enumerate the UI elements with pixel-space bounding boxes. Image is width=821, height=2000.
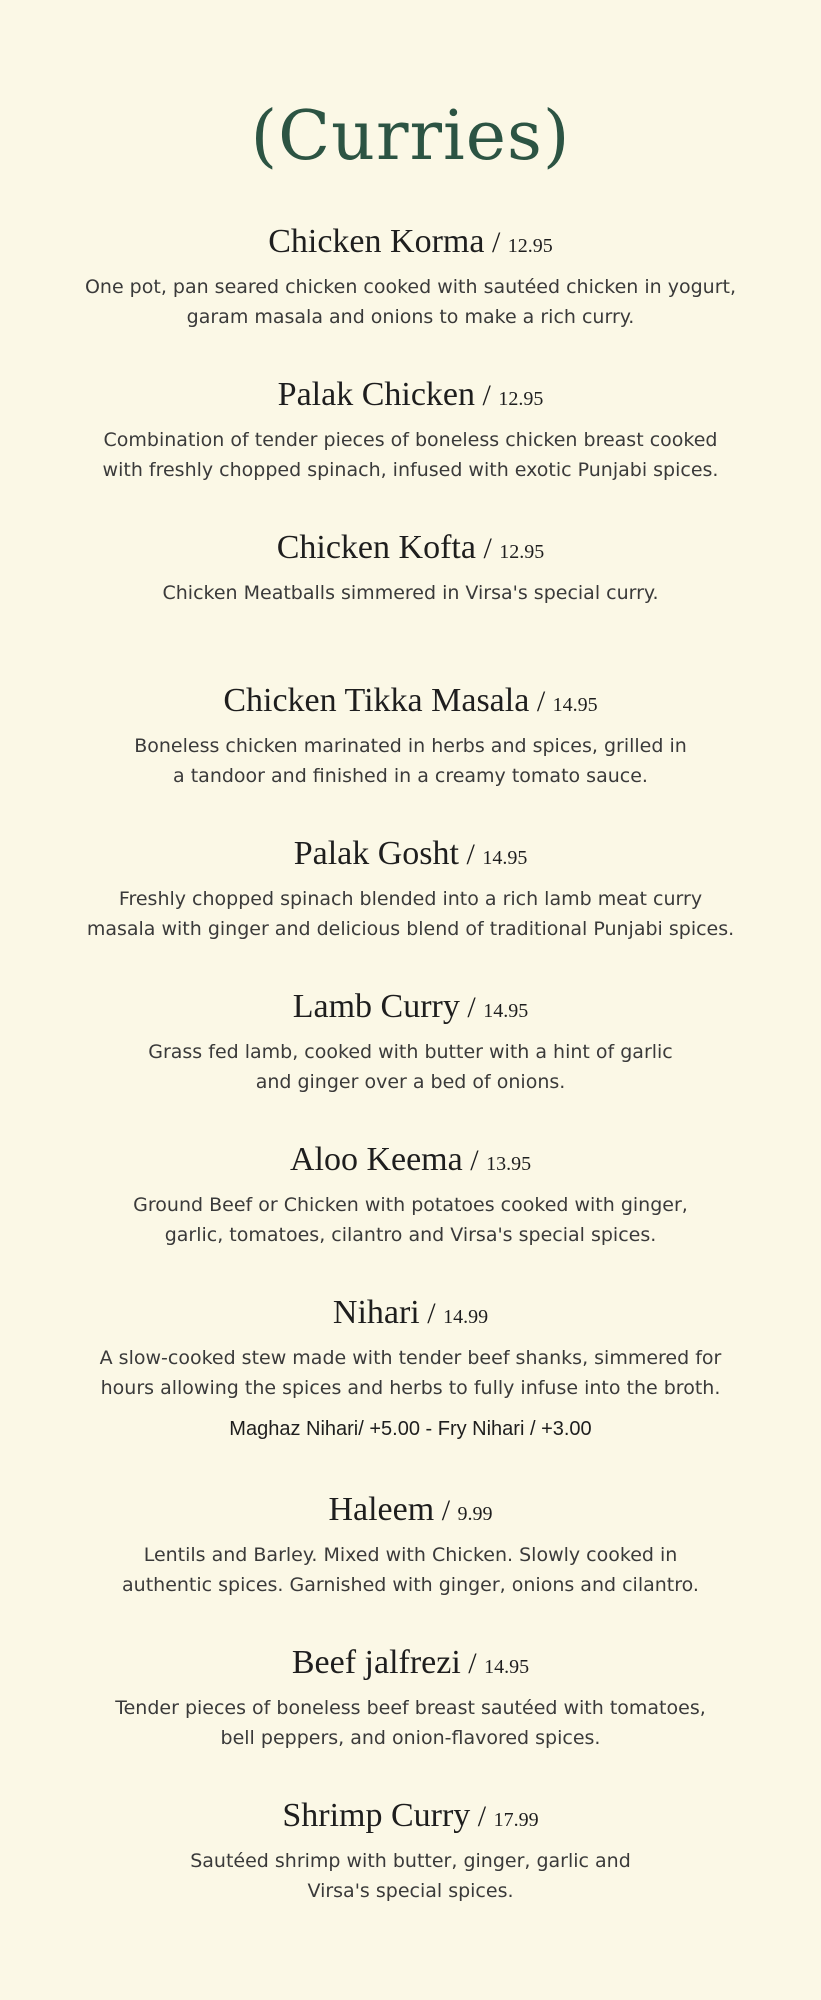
item-description-line: Freshly chopped spinach blended into a rich lamb meat curry [118,888,703,910]
menu-item-shrimp-curry [60,1794,761,1906]
menu-item-nihari [60,1291,761,1443]
item-price: 14.95 [484,1656,530,1678]
item-description-line: Lentils and Barley. Mixed with Chicken. Slowly cooked in [143,1544,678,1566]
item-separator: / [475,379,499,412]
item-description [60,425,761,485]
item-description-line: Sautéed shrimp with butter, ginger, garlic and [190,1850,631,1872]
item-separator: / [419,1297,444,1330]
item-price: 9.99 [457,1503,493,1525]
item-price: 12.95 [507,235,553,257]
item-separator: / [484,226,508,259]
item-description-line: Grass fed lamb, cooked with butter with a hint of garlic [148,1041,673,1063]
item-description [60,1693,761,1753]
item-heading [60,373,761,417]
item-price: 12.95 [498,388,544,410]
menu-item-palak-gosht [60,832,761,944]
item-addon-options: Maghaz Nihari/ +5.00 - Fry Nihari / +3.00 [229,1418,592,1440]
item-description-line: Tender pieces of boneless beef breast sautéed with tomatoes, [115,1697,706,1719]
item-heading [60,1291,761,1335]
item-name: Lamb Curry [292,988,460,1025]
item-description [60,1037,761,1097]
menu-item-chicken-tikka-masala [60,679,761,791]
item-separator: / [434,1494,458,1527]
item-price: 12.95 [499,541,545,563]
item-name: Beef jalfrezi [291,1644,461,1681]
menu-item-chicken-korma [60,220,761,332]
item-name: Haleem [328,1491,435,1528]
item-price: 14.95 [552,694,598,716]
item-name: Aloo Keema [289,1141,463,1178]
item-heading [60,1794,761,1838]
item-separator: / [459,991,484,1024]
item-price: 14.99 [443,1306,489,1328]
item-description-line: bell peppers, and onion-flavored spices. [220,1727,601,1749]
item-heading [60,832,761,876]
item-description-line: garlic, tomatoes, cilantro and Virsa's special spices. [164,1224,657,1246]
item-description [60,731,761,791]
item-heading [60,526,761,570]
item-name: Chicken Korma [268,223,485,260]
item-separator: / [470,1800,494,1833]
item-heading [60,679,761,723]
item-heading [60,1641,761,1685]
menu-item-chicken-kofta [60,526,761,608]
menu-item-palak-chicken [60,373,761,485]
item-description-line: masala with ginger and delicious blend of traditional Punjabi spices. [86,918,735,940]
item-description [60,1343,761,1403]
menu-item-aloo-keema [60,1138,761,1250]
item-separator: / [475,532,500,565]
item-name: Palak Chicken [277,376,475,413]
item-heading [60,985,761,1029]
item-description-line: A slow-cooked stew made with tender beef shanks, simmered for [99,1347,722,1369]
item-heading [60,1138,761,1182]
item-name: Chicken Kofta [276,529,476,566]
item-description [60,578,761,608]
item-separator: / [462,1144,487,1177]
item-price: 14.95 [482,847,528,869]
menu-item-haleem [60,1488,761,1600]
menu-item-lamb-curry [60,985,761,1097]
item-description-line: garam masala and onions to make a rich curry. [186,306,635,328]
item-description-line: a tandoor and finished in a creamy tomato sauce. [173,765,648,787]
item-separator: / [458,838,483,871]
item-name: Palak Gosht [293,835,459,872]
item-name: Shrimp Curry [282,1797,471,1834]
item-description-line: Ground Beef or Chicken with potatoes cooked with ginger, [133,1194,688,1216]
item-description-line: Boneless chicken marinated in herbs and spices, grilled in [134,735,687,757]
section-title: (Curries) [250,97,571,176]
item-description [60,272,761,332]
item-description [60,884,761,944]
item-description-line: hours allowing the spices and herbs to fully infuse into the broth. [100,1377,721,1399]
item-price: 13.95 [486,1153,532,1175]
item-name: Nihari [332,1294,420,1331]
item-separator: / [460,1647,485,1680]
item-heading [60,1488,761,1532]
item-description-line: Virsa's special spices. [307,1880,514,1902]
item-price: 14.95 [483,1000,529,1022]
item-description [60,1190,761,1250]
item-description [60,1846,761,1906]
item-heading [60,220,761,264]
item-name: Chicken Tikka Masala [223,682,530,719]
item-description-line: Combination of tender pieces of boneless chicken breast cooked [103,429,718,451]
menu-item-beef-jalfrezi [60,1641,761,1753]
item-description-line: and ginger over a bed of onions. [255,1071,566,1093]
item-description-line: authentic spices. Garnished with ginger, onions and cilantro. [122,1574,699,1596]
item-description-line: with freshly chopped spinach, infused with exotic Punjabi spices. [102,459,719,481]
item-price: 17.99 [493,1809,539,1831]
item-description-line: Chicken Meatballs simmered in Virsa's special curry. [162,582,659,604]
item-separator: / [529,685,553,718]
item-description-line: One pot, pan seared chicken cooked with sautéed chicken in yogurt, [84,276,737,298]
item-description [60,1540,761,1600]
